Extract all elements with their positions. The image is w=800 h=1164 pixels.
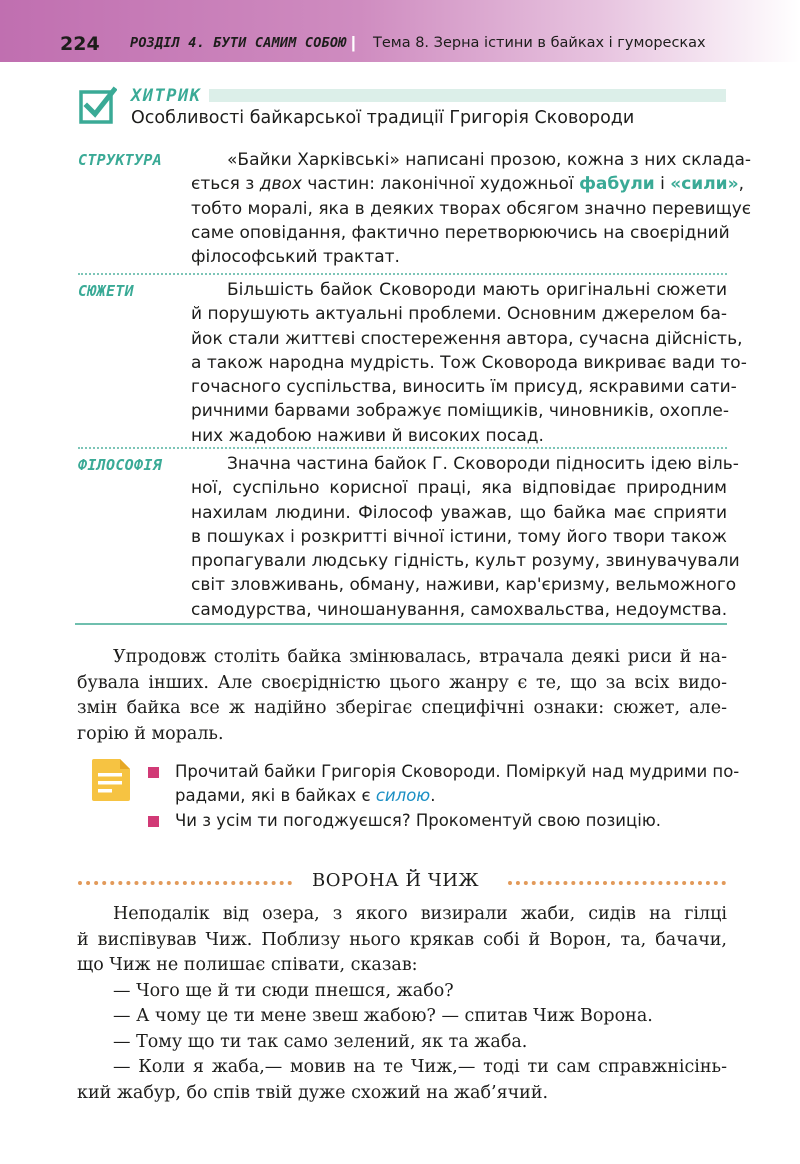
cheat-title: ХИТРИК	[131, 86, 202, 106]
text-segment: саме оповідання, фактично перетворюючись на своєрідний	[191, 222, 730, 243]
text-line: йок стали життєві спостереження автора, сучасна дійсність,	[191, 328, 743, 349]
text-line	[175, 784, 727, 808]
text-line: ричними барвами зображує поміщиків, чиновників, охопле-	[191, 401, 729, 422]
text-italic: двох	[259, 174, 302, 195]
text-segment: частин: лаконічної художньої	[301, 174, 580, 195]
chapter-title: РОЗДІЛ 4. БУТИ САМИМ СОБОЮ	[130, 35, 347, 51]
dialogue-line: — Тому що ти так само зелений, як та жаба.	[113, 1031, 528, 1052]
text-line: й виспівував Чиж. Поблизу нього крякав собі й Ворон, та, бачачи,	[77, 929, 727, 950]
text-line	[191, 148, 752, 172]
story-text	[77, 902, 727, 1106]
text-line	[191, 197, 752, 221]
cheat-title-bar	[209, 89, 726, 102]
text-segment: і	[654, 174, 671, 195]
text-segment: радами, які в байках є	[175, 786, 376, 805]
text-segment: «Байки Харківські» написані прозою, кожна з них склада-	[227, 150, 752, 170]
task-bullet	[148, 767, 159, 778]
text-line: Прочитай байки Григорія Сковороди. Поміркуй над мудрими по-	[175, 762, 740, 781]
story-title-row	[78, 870, 728, 896]
text-line	[191, 245, 727, 269]
term-fabula: фабули	[579, 174, 655, 195]
cheat-subtitle: Особливості байкарської традиції Григорія Сковороди	[131, 108, 635, 128]
text-line	[191, 221, 730, 245]
text-line	[191, 172, 744, 196]
header-separator: |	[351, 33, 356, 52]
story-title: ВОРОНА Й ЧИЖ	[312, 870, 480, 891]
row-divider	[78, 273, 727, 275]
page-number: 224	[60, 33, 100, 55]
text-segment: ,	[738, 174, 744, 195]
text-segment: філософський трактат.	[191, 247, 400, 268]
text-line: гочасного суспільства, виносить їм присуд, яскравими сати-	[191, 377, 737, 398]
term-syla: «сили»	[670, 174, 739, 195]
text-line: нахилам людини. Філософ уважав, що байка має сприяти	[191, 502, 727, 523]
text-line: горію й мораль.	[77, 723, 224, 744]
dialogue-line: — А чому це ти мене звеш жабою? — спитав Чиж Ворона.	[113, 1006, 653, 1026]
text-segment: тобто моралі, яка в деяких творах обсягом значно перевищує	[191, 198, 752, 219]
row-text-structure	[191, 148, 752, 269]
text-segment: .	[430, 786, 436, 805]
dialogue-line: — Чого ще й ти сюди пнешся, жабо?	[113, 980, 454, 1001]
intro-paragraph	[77, 645, 727, 747]
row-text-philosophy	[191, 452, 740, 622]
text-line: в пошуках і розкритті вічної істини, тому його твори також	[191, 526, 727, 547]
text-line: самодурства, чиношанування, самохвальства, недоумства.	[191, 599, 728, 620]
text-line: ної, суспільно корисної праці, яка відповідає природним	[191, 478, 727, 499]
text-line: що Чиж не полишає співати, сказав:	[77, 955, 418, 975]
cheat-box-bottom-rule	[75, 623, 727, 625]
note-document-icon	[90, 757, 132, 803]
task-2	[175, 809, 727, 833]
text-line: Більшість байок Сковороди мають оригінальні сюжети	[227, 280, 727, 300]
text-line: й порушують актуальні проблеми. Основним джерелом ба-	[191, 304, 728, 325]
text-segment: ється з	[191, 174, 260, 195]
text-line: Неподалік від озера, з якого визирали жаби, сидів на гілці	[113, 904, 727, 924]
dialogue-line: — Коли я жаба,— мовив на те Чиж,— тоді ти сам справжнісінь-	[113, 1057, 727, 1077]
text-line: світ зловживань, обману, наживи, кар'єризму, вельможного	[191, 575, 737, 596]
text-line: Упродовж століть байка змінювалась, втрачала деякі риси й на-	[113, 647, 727, 667]
task-bullet	[148, 816, 159, 827]
dialogue-line: кий жабур, бо спів твій дуже схожий на жаб’ячий.	[77, 1082, 549, 1103]
term-syla-link: силою	[375, 786, 431, 805]
text-line: Чи з усім ти погоджуєшся? Прокоментуй свою позицію.	[175, 811, 661, 830]
text-line: пропагували людську гідність, культ розуму, звинувачували	[191, 551, 740, 572]
row-label-philosophy: ФІЛОСОФІЯ	[78, 456, 162, 474]
checkbox-check-icon	[79, 86, 117, 124]
text-line: них жадобою наживи й високих посад.	[191, 425, 544, 446]
row-label-structure: СТРУКТУРА	[78, 151, 162, 169]
text-line: Значна частина байок Г. Сковороди підносить ідею віль-	[227, 454, 739, 474]
dotted-ornament-left	[78, 881, 292, 885]
topic-title: Тема 8. Зерна істини в байках і гуморесках	[373, 35, 706, 51]
dotted-ornament-right	[508, 881, 726, 885]
task-1	[175, 760, 740, 808]
text-line: бувала інших. Але своєрідністю цього жанру є те, що за всіх видо-	[77, 672, 727, 693]
text-line: змін байка все ж надійно зберігає специфічні ознаки: сюжет, але-	[77, 698, 727, 718]
page-header	[0, 0, 800, 62]
row-divider	[78, 447, 727, 449]
text-line: а також народна мудрість. Тож Сковорода викриває вади то-	[191, 352, 747, 373]
row-label-plots: СЮЖЕТИ	[78, 282, 134, 300]
row-text-plots	[191, 278, 747, 448]
